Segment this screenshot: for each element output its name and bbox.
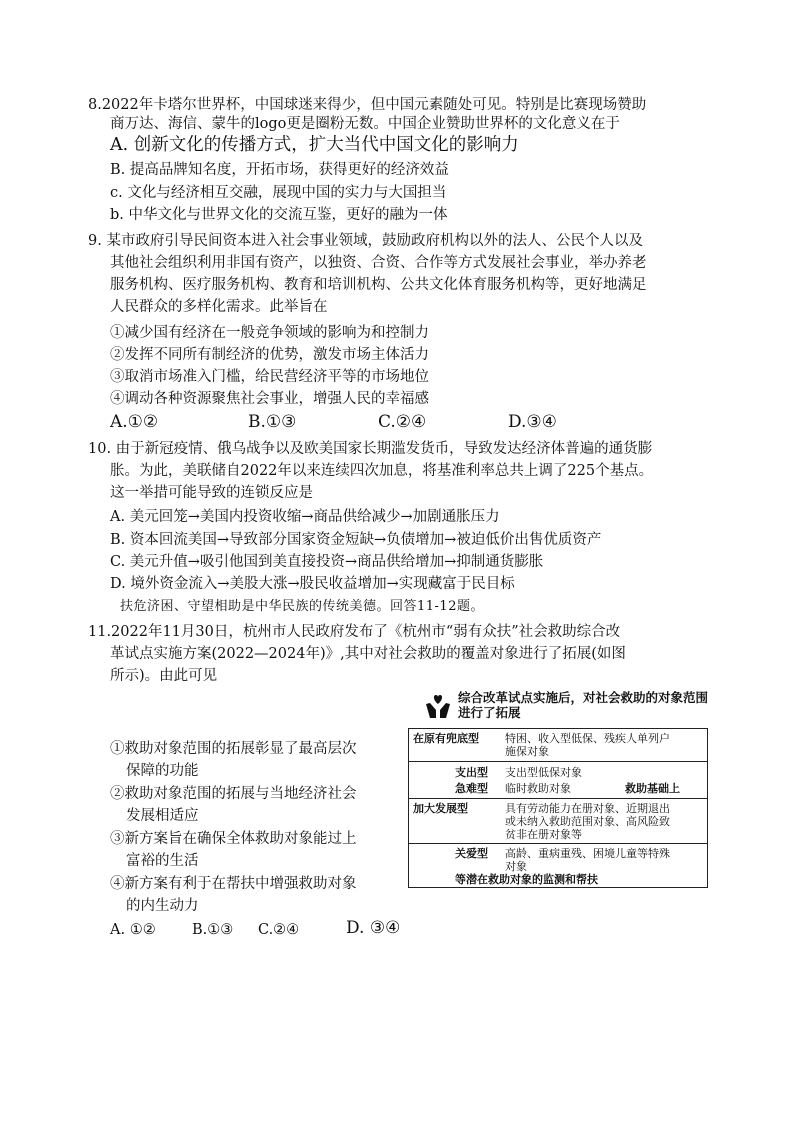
q11-item-2-line-1: ②救助对象范围的拓展与当地经济社会 (110, 786, 357, 802)
social-assistance-figure (408, 690, 709, 886)
row-text-care-1: 高龄、重病重残、困境儿童等特殊 (505, 847, 670, 860)
row-label-development: 加大发展型 (413, 802, 468, 815)
q9-stem-line-2: 其他社会组织利用非国有资产，以独资、合资、合作等方式发展社会事业，举办养老 (110, 255, 647, 271)
q11-choice-a: A. ①② (110, 922, 156, 938)
q8-option-d: b. 中华文化与世界文化的交流互鉴，更好的融为一体 (110, 207, 448, 223)
q11-choice-c: C.②④ (258, 922, 300, 938)
row-label-emergency: 急难型 (455, 782, 488, 795)
q10-stem-line-1: 10. 由于新冠疫情、俄乌战争以及欧美国家长期滥发货币，导致发达经济体普遍的通货膨 (88, 441, 653, 457)
q11-item-2-line-2: 发展相适应 (126, 808, 199, 824)
row-text-basic-2: 施保对象 (505, 745, 549, 758)
figure-title: 综合改革试点实施后，对社会救助的对象范围进行了拓展 (458, 690, 709, 720)
q8-option-b: B. 提高品牌知名度，开拓市场，获得更好的经济效益 (110, 162, 449, 178)
q8-stem-line-2: 商万达、海信、蒙牛的logo更是圈粉无数。中国企业赞助世界杯的文化意义在于 (110, 116, 620, 132)
q11-item-3-line-1: ③新方案旨在确保全体救助对象能过上 (110, 831, 357, 847)
q10-option-c: C. 美元升值→吸引他国到美直接投资→商品供给增加→抑制通货膨胀 (110, 554, 544, 570)
q11-choice-b: B.①③ (192, 922, 234, 938)
q9-stem-line-1: 9. 某市政府引导民间资本进入社会事业领域，鼓励政府机构以外的法人、公民个人以及 (88, 233, 643, 249)
q11-item-4-line-2: 的内生动力 (126, 898, 199, 914)
q8-stem-line-1: 8.2022年卡塔尔世界杯，中国球迷来得少，但中国元素随处可见。特别是比赛现场赞助 (88, 97, 647, 113)
q9-choice-b: B.①③ (248, 412, 297, 432)
q9-stem-line-3: 服务机构、医疗服务机构、教育和培训机构、公共文化体育服务机构等，更好地满足 (110, 277, 647, 293)
q9-item-2: ②发挥不同所有制经济的优势，激发市场主体活力 (110, 347, 429, 363)
q8-option-c: c. 文化与经济相互交融，展现中国的实力与大国担当 (110, 185, 447, 201)
row-extra-emergency: 救助基础上 (625, 782, 680, 795)
q10-stem-line-3: 这一举措可能导致的连锁反应是 (110, 485, 313, 501)
row-text-emergency: 临时救助对象 (505, 782, 571, 795)
row-text-development-2: 或未纳入救助范围对象、高风险致 (505, 815, 670, 828)
q9-item-3: ③取消市场准入门槛，给民营经济平等的市场地位 (110, 369, 429, 385)
q8-option-a: A. 创新文化的传播方式，扩大当代中国文化的影响力 (110, 135, 519, 155)
figure-header (408, 690, 708, 726)
q9-stem-line-4: 人民群众的多样化需求。此举旨在 (110, 299, 328, 315)
q9-choice-c: C.②④ (378, 412, 427, 432)
q9-item-1: ①减少国有经济在一般竞争领域的影响为和控制力 (110, 325, 429, 341)
q11-item-1-line-2: 保障的功能 (126, 763, 199, 779)
q11-item-4-line-1: ④新方案有利于在帮扶中增强救助对象 (110, 876, 357, 892)
row-label-basic: 在原有兜底型 (413, 732, 479, 745)
divider-1 (409, 761, 707, 762)
q11-stem-line-1: 11.2022年11月30日，杭州市人民政府发布了《杭州市“弱有众扶”社会救助综合改 (88, 624, 621, 640)
figure-footer: 等潜在救助对象的监测和帮扶 (455, 873, 598, 886)
row-text-development-3: 贫非在册对象等 (505, 828, 582, 841)
divider-2 (409, 798, 707, 799)
q10-option-d: D. 境外资金流入→美股大涨→股民收益增加→实现藏富于民目标 (110, 576, 515, 592)
q11-choice-d: D. ③④ (346, 918, 401, 938)
q9-choice-d: D.③④ (508, 412, 557, 432)
row-text-basic-1: 特困、收入型低保、残疾人单列户 (505, 732, 670, 745)
q11-item-1-line-1: ①救助对象范围的拓展彰显了最高层次 (110, 741, 357, 757)
q11-stem-line-3: 所示)。由此可见 (110, 668, 218, 684)
row-label-care: 关爱型 (455, 847, 488, 860)
row-label-expense: 支出型 (455, 766, 488, 779)
q9-choice-a: A.①② (110, 412, 159, 432)
section-note: 扶危济困、守望相助是中华民族的传统美德。回答11-12题。 (120, 599, 484, 614)
hands-heart-icon (424, 692, 452, 720)
q9-item-4: ④调动各种资源聚焦社会事业，增强人民的幸福感 (110, 391, 429, 407)
row-text-care-2: 对象 (505, 860, 527, 873)
q11-item-3-line-2: 富裕的生活 (126, 853, 199, 869)
q10-option-b: B. 资本回流美国→导致部分国家资金短缺→负债增加→被迫低价出售优质资产 (110, 532, 602, 548)
q11-stem-line-2: 革试点实施方案(2022—2024年)》,其中对社会救助的覆盖对象进行了拓展(如图 (110, 646, 626, 662)
row-text-development-1: 具有劳动能力在册对象、近期退出 (505, 802, 670, 815)
q10-stem-line-2: 胀。为此，美联储自2022年以来连续四次加息，将基准利率总共上调了225个基点。 (110, 463, 654, 479)
q10-option-a: A. 美元回笼→美国内投资收缩→商品供给减少→加剧通胀压力 (110, 509, 500, 525)
divider-3 (409, 843, 707, 844)
row-text-expense: 支出型低保对象 (505, 766, 582, 779)
figure-table (408, 728, 708, 888)
